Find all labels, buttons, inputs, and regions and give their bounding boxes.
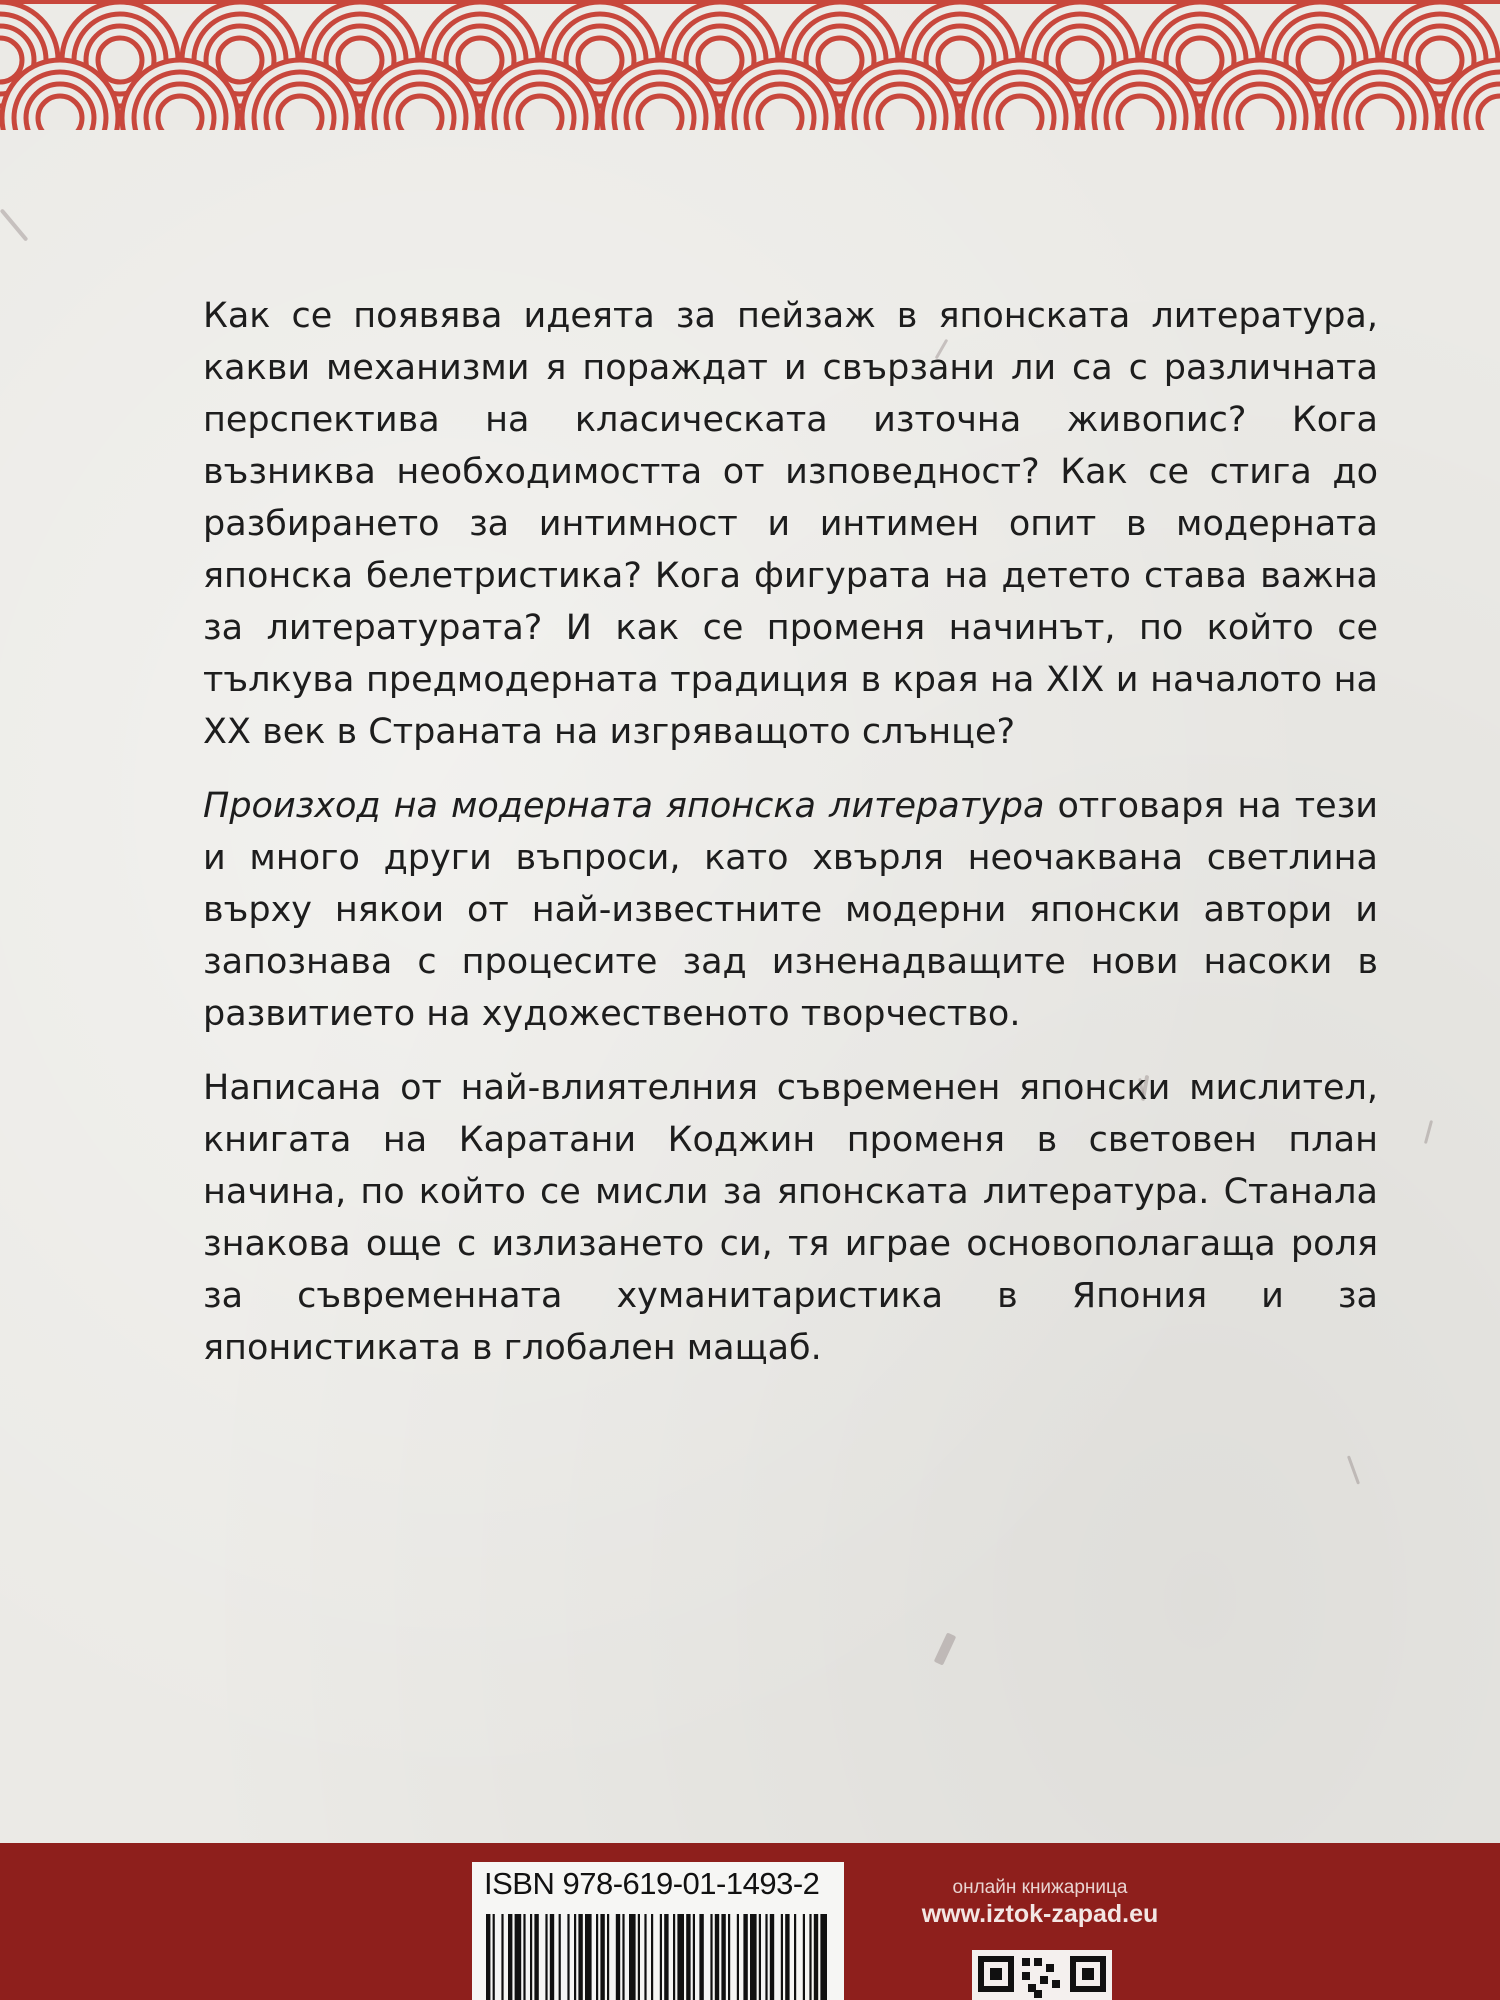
paper-fiber — [1424, 1120, 1433, 1144]
online-shop-label: онлайн книжарница — [952, 1877, 1128, 1898]
description-paragraph-3: Написана от най-влиятелния съвременен японски мислител, книгата на Каратани Коджин променя в световен план начина, по който се мисли за японската литература. Станала знакова още с излизането си, тя играе основополагаща роля за съвременната хуманитаристика в Япония и за японистиката в глобален мащаб. — [203, 1068, 1378, 1368]
paper-fiber — [1347, 1455, 1360, 1484]
description-paragraph-2-text: отговаря на тези и много други въпроси, като хвърля неочаквана светлина върху някои от най-известните модерни японски автори и запознава с процесите зад изненадващите нови насоки в развитието на художественото творчество. — [203, 786, 1378, 1034]
barcode-box — [472, 1862, 844, 2000]
paper-fiber — [934, 1632, 957, 1665]
book-title-italic: Произход на модерната японска литература — [203, 786, 1045, 826]
barcode-icon — [486, 1914, 830, 2000]
seigaiha-wave-border — [0, 0, 1500, 130]
back-cover-description — [203, 290, 1378, 1396]
description-paragraph-2 — [203, 780, 1378, 1040]
description-paragraph-1: Как се появява идеята за пейзаж в японската литература, какви механизми я пораждат и свързани ли са с различната перспектива на класическата източна живопис? Кога възниква необходимостта от изповедност? Как се стига до разбирането за интимност и интимен опит в модерната японска белетристика? Кога фигурата на детето става важна за литературата? И как се променя начинът, по който се тълкува предмодерната традиция в края на XIX и началото на XX век в Страната на изгряващото слънце? — [203, 296, 1378, 752]
online-shop-url[interactable]: www.iztok-zapad.eu — [921, 1900, 1159, 1928]
isbn-number: ISBN 978-619-01-1493-2 — [484, 1866, 820, 1901]
paper-fiber — [0, 208, 28, 241]
qr-code-icon — [972, 1950, 1112, 2000]
